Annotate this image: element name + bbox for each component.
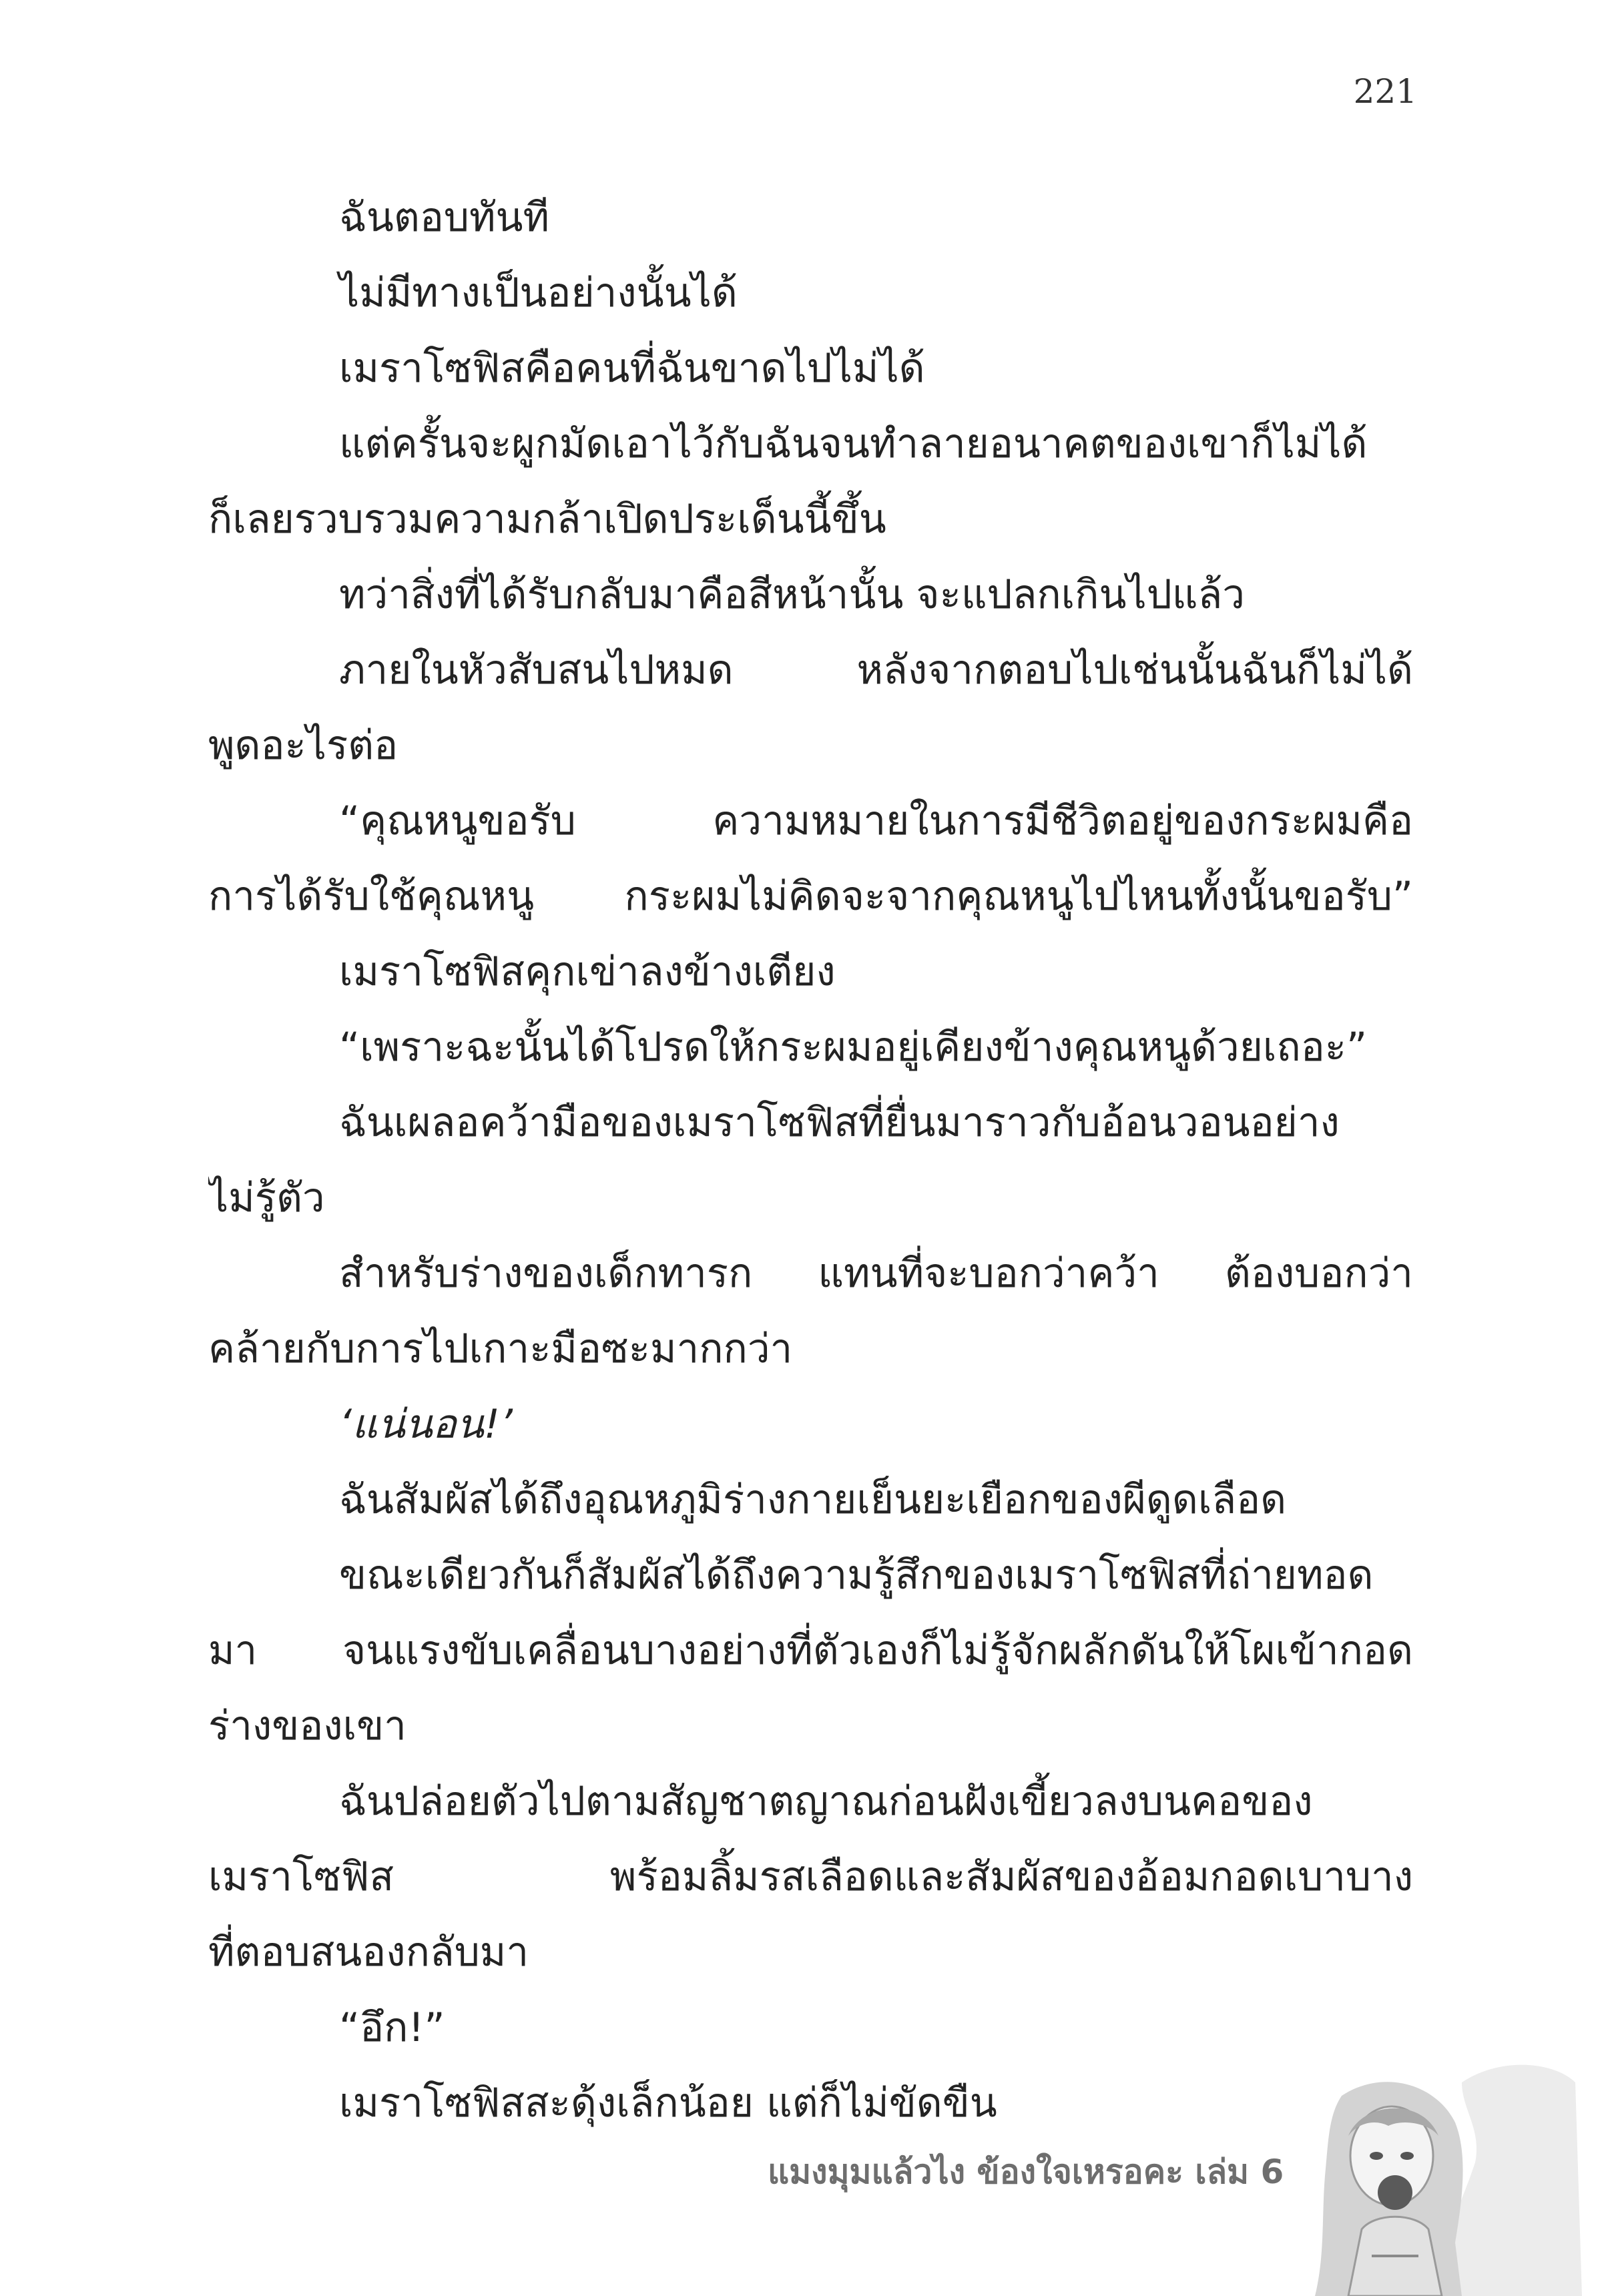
paragraph-line: ฉันตอบทันที xyxy=(339,194,550,241)
paragraph-line: ร่างของเขา xyxy=(208,1703,407,1749)
paragraph-line: สำหรับร่างของเด็กทารก แทนที่จะบอกว่าคว้า ต้องบอกว่า xyxy=(339,1250,1413,1297)
paragraph-line: เมราโซฟิส พร้อมลิ้มรสเลือดและสัมผัสของอ้อมกอดเบาบาง xyxy=(208,1853,1413,1900)
paragraph-line: ‘แน่นอน!’ xyxy=(339,1401,513,1448)
paragraph-line: ขณะเดียวกันก็สัมผัสได้ถึงความรู้สึกของเมราโซฟิสที่ถ่ายทอด xyxy=(339,1552,1374,1599)
paragraph-line: พูดอะไรต่อ xyxy=(208,722,398,769)
paragraph-line: ภายในหัวสับสนไปหมด หลังจากตอบไปเช่นนั้นฉันก็ไม่ได้ xyxy=(339,647,1413,693)
paragraph-line: ที่ตอบสนองกลับมา xyxy=(208,1929,529,1976)
girl-illustration xyxy=(1262,2056,1582,2296)
paragraph-line: เมราโซฟิสสะดุ้งเล็กน้อย แต่ก็ไม่ขัดขืน xyxy=(339,2080,997,2126)
page-number: 221 xyxy=(1353,72,1417,111)
paragraph-line: ก็เลยรวบรวมความกล้าเปิดประเด็นนี้ขึ้น xyxy=(208,496,886,543)
paragraph-line: คล้ายกับการไปเกาะมือซะมากกว่า xyxy=(208,1326,793,1372)
paragraph-line: ไม่มีทางเป็นอย่างนั้นได้ xyxy=(339,270,738,316)
paragraph-line: มา จนแรงขับเคลื่อนบางอย่างที่ตัวเองก็ไม่รู้จักผลักดันให้โผเข้ากอด xyxy=(208,1627,1413,1674)
paragraph-line: ฉันสัมผัสได้ถึงอุณหภูมิร่างกายเย็นยะเยือกของผีดูดเลือด xyxy=(339,1476,1287,1523)
paragraph-line: ทว่าสิ่งที่ได้รับกลับมาคือสีหน้านั้น จะแปลกเกินไปแล้ว xyxy=(339,571,1245,618)
paragraph-line: “อึก!” xyxy=(339,2004,445,2051)
paragraph-line: “คุณหนูขอรับ ความหมายในการมีชีวิตอยู่ของกระผมคือ xyxy=(339,798,1413,844)
paragraph-line: เมราโซฟิสคือคนที่ฉันขาดไปไม่ได้ xyxy=(339,345,925,392)
paragraph-line: การได้รับใช้คุณหนู กระผมไม่คิดจะจากคุณหนูไปไหนทั้งนั้นขอรับ” xyxy=(208,873,1413,920)
paragraph-line: แต่ครั้นจะผูกมัดเอาไว้กับฉันจนทำลายอนาคตของเขาก็ไม่ได้ xyxy=(339,420,1368,467)
footer-book-title: แมงมุมแล้วไง ข้องใจเหรอคะ เล่ม 6 xyxy=(768,2152,1284,2191)
paragraph-line: ฉันเผลอคว้ามือของเมราโซฟิสที่ยื่นมาราวกับอ้อนวอนอย่าง xyxy=(339,1099,1340,1146)
paragraph-line: “เพราะฉะนั้นได้โปรดให้กระผมอยู่เคียงข้างคุณหนูด้วยเถอะ” xyxy=(339,1024,1368,1071)
paragraph-line: ไม่รู้ตัว xyxy=(208,1175,325,1221)
body-text xyxy=(208,180,1413,2141)
paragraph-line: เมราโซฟิสคุกเข่าลงข้างเตียง xyxy=(339,948,836,995)
paragraph-line: ฉันปล่อยตัวไปตามสัญชาตญาณก่อนฝังเขี้ยวลงบนคอของ xyxy=(339,1778,1313,1825)
